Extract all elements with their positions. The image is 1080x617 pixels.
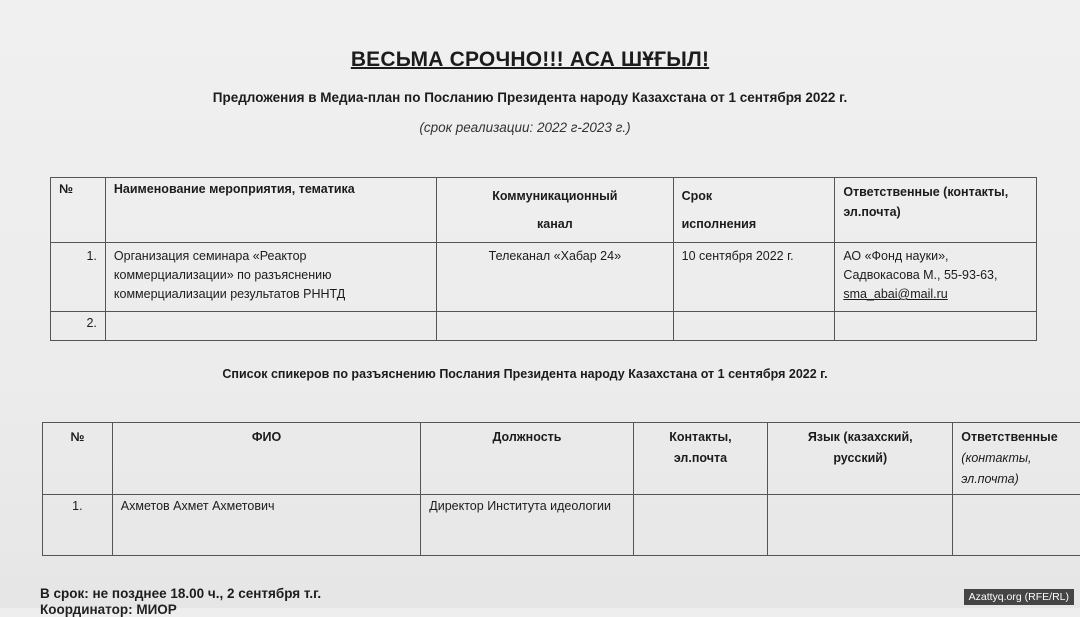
empty-cell (768, 495, 953, 556)
email-link[interactable]: sma_abai@mail.ru (843, 287, 947, 301)
header-no: № (51, 178, 106, 243)
table-header-row (51, 178, 1037, 243)
channel-cell: Телеканал «Хабар 24» (437, 243, 674, 312)
document-subtitle: Предложения в Медиа-план по Посланию Президента народу Казахстана от 1 сентября 2022 г. (0, 90, 1060, 105)
media-plan-table (50, 177, 1037, 341)
header-language: Язык (казахский, русский) (768, 423, 953, 495)
term-cell: 10 сентября 2022 г. (673, 243, 835, 312)
empty-cell (673, 312, 835, 341)
header-responsible: Ответственные (контакты, эл.почта) (953, 423, 1080, 495)
empty-cell (835, 312, 1037, 341)
row-number: 2. (51, 312, 106, 341)
header-position: Должность (421, 423, 633, 495)
event-name: Организация семинара «Реактор коммерциализации» по разъяснению коммерциализации результатов РННТД (105, 243, 436, 312)
row-number: 1. (43, 495, 113, 556)
header-no: № (43, 423, 113, 495)
responsible-cell: АО «Фонд науки», Садвокасова М., 55-93-63, sma_abai@mail.ru (835, 243, 1037, 312)
table-row (43, 495, 1080, 556)
table-header-row (43, 423, 1080, 495)
speaker-name: Ахметов Ахмет Ахметович (112, 495, 420, 556)
speaker-position: Директор Института идеологии (421, 495, 633, 556)
header-channel: Коммуникационный канал (437, 178, 674, 243)
header-responsible: Ответственные (контакты, эл.почта) (835, 178, 1037, 243)
table-row (51, 243, 1037, 312)
header-fio: ФИО (112, 423, 420, 495)
empty-cell (633, 495, 768, 556)
speakers-section-title: Список спикеров по разъяснению Послания Президента народу Казахстана от 1 сентября 2022 г. (0, 367, 1050, 381)
source-watermark: Azattyq.org (RFE/RL) (964, 589, 1074, 605)
row-number: 1. (51, 243, 106, 312)
empty-cell (437, 312, 674, 341)
urgent-heading: ВЕСЬМА СРОЧНО!!! АСА ШҰҒЫЛ! (0, 48, 1060, 72)
header-contacts: Контакты, эл.почта (633, 423, 768, 495)
table-row (51, 312, 1037, 341)
deadline-note: В срок: не позднее 18.00 ч., 2 сентября т.г. (40, 586, 321, 601)
header-event-name: Наименование мероприятия, тематика (105, 178, 436, 243)
header-term: Срок исполнения (673, 178, 835, 243)
empty-cell (105, 312, 436, 341)
coordinator-note: Координатор: МИОР (40, 602, 177, 617)
speakers-table (42, 422, 1080, 556)
empty-cell (953, 495, 1080, 556)
implementation-period: (срок реализации: 2022 г-2023 г.) (0, 120, 1050, 135)
